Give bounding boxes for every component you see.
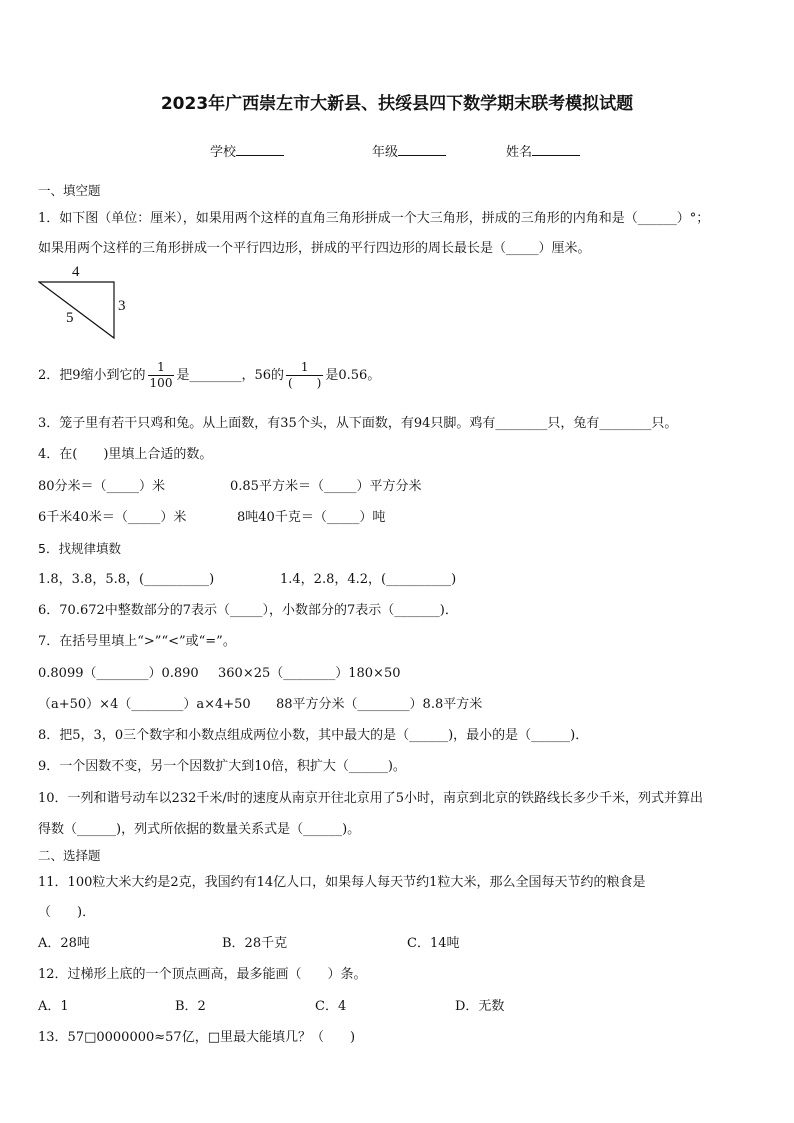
- q10-line1: 10．一列和谐号动车以232千米/时的速度从南京开往北京用了5小时，南京到北京的铁路线长多少千米，列式并算出: [38, 791, 704, 806]
- q9-line: 9．一个因数不变，另一个因数扩大到10倍，积扩大（______)。: [38, 759, 406, 774]
- q2-fraction-1: [148, 360, 175, 391]
- q4-d: 8吨40千克＝（_____）吨: [237, 510, 386, 525]
- q1-line1: 1．如下图（单位：厘米），如果用两个这样的直角三角形拼成一个大三角形，拼成的三角形的内角和是（______）°；: [38, 211, 710, 226]
- section-multiple-choice: 二、选择题: [38, 848, 101, 863]
- q5-stem: 5．找规律填数: [38, 541, 121, 556]
- q8-line: 8．把5，3，0三个数字和小数点组成两位小数，其中最大的是（______)，最小的是（______)．: [38, 728, 589, 743]
- q13-line: 13．57□0000000≈57亿，□里最大能填几？（ ): [38, 1030, 356, 1045]
- frac1-numerator: 1: [148, 360, 175, 376]
- grade-blank[interactable]: [398, 142, 446, 156]
- q2-part2: 是________，56的: [176, 368, 284, 383]
- page-title: 2023年广西崇左市大新县、扶绥县四下数学期末联考模拟试题: [160, 94, 634, 114]
- q4-c: 6千米40米＝（_____）米: [38, 510, 187, 525]
- side-label-right: 3: [118, 298, 126, 314]
- q4-b: 0.85平方米＝（_____）平方分米: [230, 479, 422, 494]
- q5-a: 1.8，3.8，5.8，(__________): [38, 572, 215, 587]
- grade-label: 年级: [372, 145, 399, 160]
- q12-option-d[interactable]: D．无数: [455, 999, 505, 1014]
- q12-option-a[interactable]: A．1: [38, 999, 69, 1014]
- name-label: 姓名: [506, 145, 533, 160]
- q7-d: 88平方分米（________）8.8平方米: [276, 697, 483, 712]
- q7-c: （a+50）×4（________）a×4+50: [38, 697, 251, 712]
- q2-line: [38, 358, 380, 394]
- q11-option-b[interactable]: B．28千克: [222, 936, 288, 951]
- q11-option-a[interactable]: A．28吨: [38, 936, 90, 951]
- side-label-top: 4: [72, 264, 80, 280]
- frac2-numerator: 1: [286, 360, 323, 376]
- q5-b: 1.4，2.8，4.2，(__________): [280, 572, 457, 587]
- school-blank[interactable]: [236, 142, 284, 156]
- q4-a: 80分米＝（_____）米: [38, 479, 166, 494]
- q12-option-b[interactable]: B．2: [175, 999, 206, 1014]
- school-label: 学校: [210, 145, 237, 160]
- q11-option-c[interactable]: C．14吨: [407, 936, 460, 951]
- q2-part1: 2．把9缩小到它的: [38, 368, 146, 383]
- q10-line2: 得数（______)，列式所依据的数量关系式是（______)。: [38, 822, 361, 837]
- triangle-figure: [38, 266, 138, 342]
- school-field[interactable]: [210, 141, 284, 160]
- q7-a: 0.8099（________）0.890: [38, 666, 199, 681]
- name-field[interactable]: [506, 141, 580, 160]
- q11-line2: （ )．: [38, 905, 96, 920]
- q4-stem: 4．在( )里填上合适的数。: [38, 447, 213, 462]
- triangle-shape: [39, 282, 114, 338]
- q2-part3: 是0.56。: [325, 368, 381, 383]
- frac2-denominator[interactable]: ( ): [288, 376, 322, 390]
- q6-line: 6．70.672中整数部分的7表示（_____），小数部分的7表示（_______)．: [38, 603, 458, 618]
- q3-line: 3．笼子里有若干只鸡和兔。从上面数，有35个头，从下面数，有94只脚。鸡有________只，兔有________只。: [38, 416, 678, 431]
- frac1-denominator: 100: [149, 376, 173, 390]
- q11-line1: 11．100粒大米大约是2克，我国约有14亿人口，如果每人每天节约1粒大米，那么全国每天节约的粮食是: [38, 875, 646, 890]
- name-blank[interactable]: [532, 142, 580, 156]
- q7-b: 360×25（________）180×50: [218, 666, 401, 681]
- q12-option-c[interactable]: C．4: [315, 999, 347, 1014]
- side-label-hyp: 5: [66, 310, 74, 326]
- grade-field[interactable]: [372, 141, 446, 160]
- q7-stem: 7．在括号里填上“>”“<”或“=”。: [38, 634, 236, 649]
- q2-fraction-2: [286, 360, 323, 391]
- q12-stem: 12．过梯形上底的一个顶点画高，最多能画（ ）条。: [38, 967, 367, 982]
- section-fill-in: 一、填空题: [38, 183, 101, 198]
- q1-line2: 如果用两个这样的三角形拼成一个平行四边形，拼成的平行四边形的周长最长是（_____）厘米。: [38, 241, 591, 256]
